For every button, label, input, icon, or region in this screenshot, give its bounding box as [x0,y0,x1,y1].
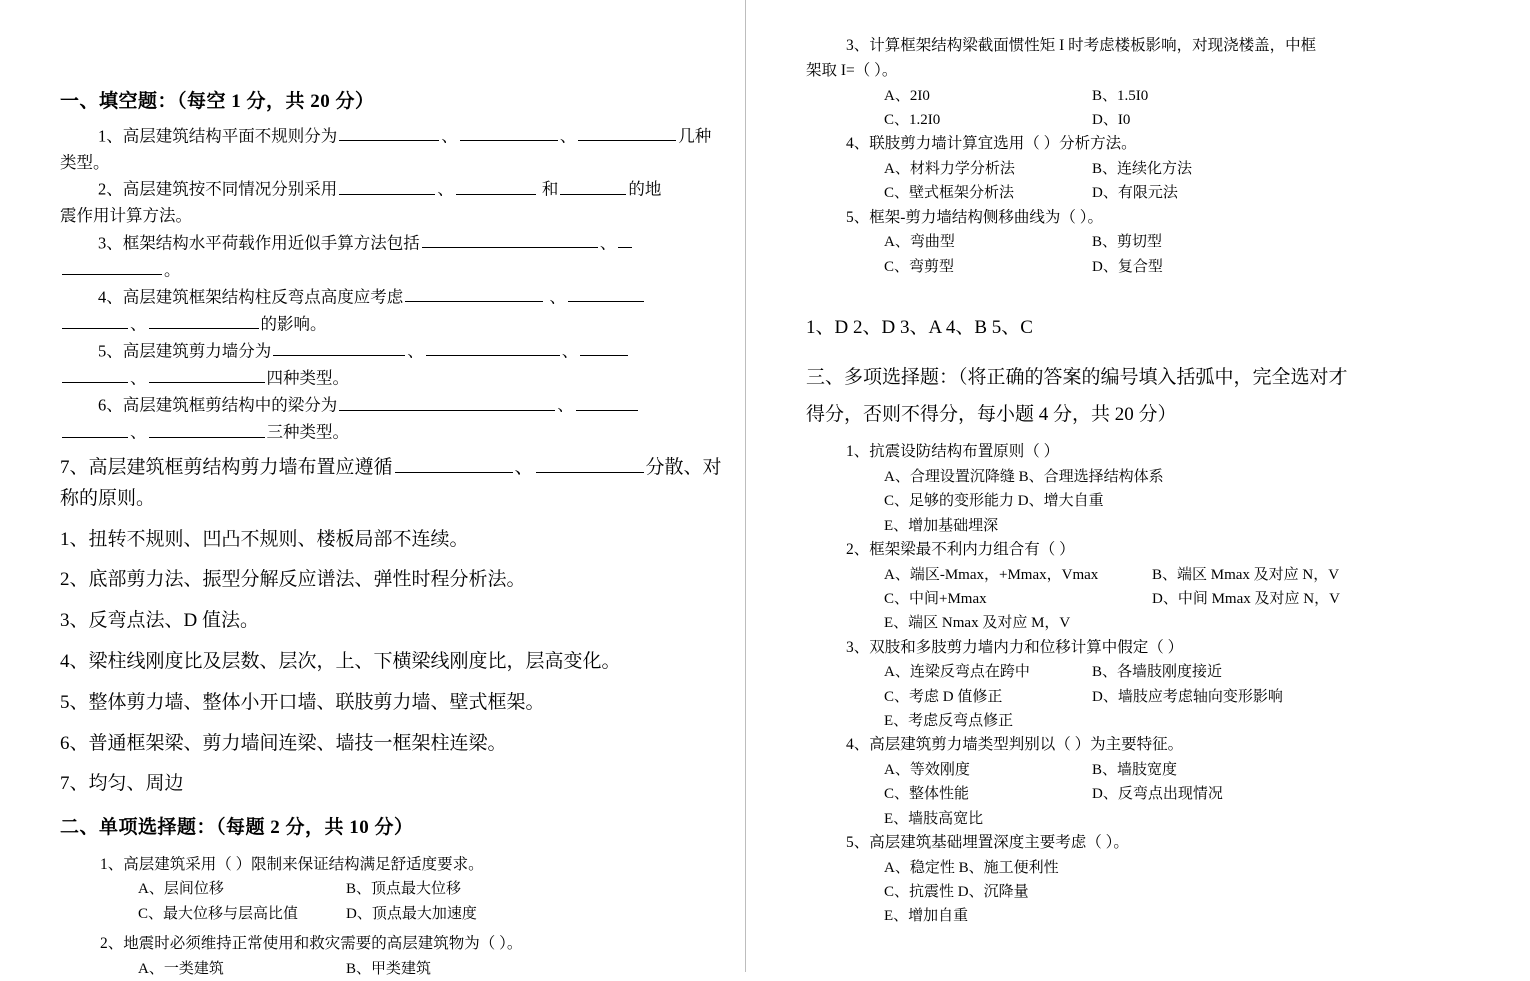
fill-item-3-text: 3、框架结构水平荷载作用近似手算方法包括 [98,233,420,253]
option-c[interactable]: C、中间+Mmax [884,590,987,607]
option-a[interactable]: A、2I0 [884,87,930,104]
section2-q1-options-row-1 [60,877,723,901]
blank-input[interactable] [460,123,558,141]
blank-input[interactable] [62,365,128,383]
fill-item-2-post: 的地 [628,179,662,199]
option-a[interactable]: A、层间位移 [138,881,224,898]
option-c[interactable]: C、弯剪型 [884,258,955,275]
option-a[interactable]: A、等效刚度 [884,762,970,778]
blank-input[interactable] [618,230,632,248]
blank-input[interactable] [405,284,543,302]
option-a[interactable]: A、弯曲型 [884,234,955,251]
section3-question-1: 1、抗震设防结构布置原则（ ） [846,443,1060,461]
section-3-heading-line1: 三、多项选择题：（将正确的答案的编号填入括弧中，完全选对才 [806,367,1348,389]
fill-item-5-line2: 、 四种类型。 [60,365,723,392]
blank-input[interactable] [568,284,644,302]
section3-q3-options-row-2 [806,685,1500,709]
option-e[interactable]: E、考虑反弯点修正 [884,712,1014,729]
fill-item-7-line2: 称的原则。 [60,487,156,509]
section3-question-5: 5、高层建筑基础埋置深度主要考虑（ ）。 [846,833,1129,851]
section2-q2-options-row-1 [60,957,723,981]
option-b[interactable]: B、1.5I0 [1092,87,1149,104]
section2-question-2: 2、地震时必须维持正常使用和救灾需要的高层建筑物为（ ）。 [100,934,523,952]
answer-line-7: 7、均匀、周边 [60,773,184,795]
option-c[interactable]: C、整体性能 [884,786,970,803]
blank-input[interactable] [576,392,638,410]
fill-item-4-line1: 4、高层建筑框架结构柱反弯点高度应考虑 、 [60,284,723,311]
option-row[interactable]: E、增加自重 [884,908,969,925]
option-b[interactable]: B、剪切型 [1092,234,1163,251]
option-d[interactable]: D、顶点最大加速度 [346,905,477,922]
fill-item-5-line1: 5、高层建筑剪力墙分为 、 、 [60,338,723,365]
fill-item-3-line1: 3、框架结构水平荷载作用近似手算方法包括 、 [60,230,723,257]
option-c[interactable]: C、壁式框架分析法 [884,185,1015,202]
fill-item-6-line2: 、 三种类型。 [60,419,723,446]
blank-input[interactable] [560,176,626,194]
option-row[interactable]: C、抗震性 D、沉降量 [884,883,1029,900]
blank-input[interactable] [62,419,128,437]
fill-item-2-line1: 2、高层建筑按不同情况分别采用 、 和 的地 [60,176,723,203]
option-d[interactable]: D、墙肢应考虑轴向变形影响 [1092,688,1283,705]
fill-item-5-cont: 四种类型。 [266,368,349,388]
right-q4-options-row-1 [806,157,1500,181]
fill-item-3-line2 [60,257,723,284]
option-d[interactable]: D、中间 Mmax 及对应 N，V [1152,590,1340,607]
blank-input[interactable] [62,257,162,275]
fill-item-6-cont: 三种类型。 [266,422,349,442]
section-3-heading-line2: 得分，否则不得分，每小题 4 分，共 20 分） [806,403,1177,425]
blank-input[interactable] [149,419,265,437]
right-q5-options-row-1 [806,230,1500,254]
option-c[interactable]: C、1.2I0 [884,111,941,128]
section2-question-1: 1、高层建筑采用（ ）限制来保证结构满足舒适度要求。 [100,855,484,873]
right-question-5: 5、框架-剪力墙结构侧移曲线为（ ）。 [846,208,1104,226]
option-d[interactable]: D、I0 [1092,111,1131,128]
blank-input[interactable] [273,338,405,356]
option-b[interactable]: B、端区 Mmax 及对应 N，V [1152,566,1340,583]
fill-item-5-text: 5、高层建筑剪力墙分为 [98,341,272,361]
option-b[interactable]: B、各墙肢刚度接近 [1092,664,1223,681]
right-q5-options-row-2 [806,255,1500,279]
blank-input[interactable] [580,338,628,356]
option-c[interactable]: C、考虑 D 值修正 [884,688,1003,705]
option-b[interactable]: B、顶点最大位移 [346,881,462,898]
blank-input[interactable] [149,311,259,329]
right-q3-options-row-1 [806,84,1500,108]
option-a[interactable]: A、连梁反弯点在跨中 [884,664,1030,681]
option-c[interactable]: C、最大位移与层高比值 [138,905,299,922]
fill-item-6-line1: 6、高层建筑框剪结构中的梁分为 、 [60,392,723,419]
option-row[interactable]: A、合理设置沉降缝 B、合理选择结构体系 [884,468,1164,485]
option-row[interactable]: E、增加基础埋深 [884,517,999,534]
option-b[interactable]: B、甲类建筑 [346,960,432,977]
blank-input[interactable] [149,365,265,383]
right-question-3-line2: 架取 I=（ ）。 [806,61,898,79]
option-e[interactable]: E、端区 Nmax 及对应 M，V [884,615,1071,632]
fill-item-2-text: 2、高层建筑按不同情况分别采用 [98,179,338,199]
section-2-heading: 二、单项选择题：（每题 2 分，共 10 分） [60,817,414,839]
fill-item-4-text: 4、高层建筑框架结构柱反弯点高度应考虑 [98,287,404,307]
answer-line-3: 3、反弯点法、D 值法。 [60,610,259,632]
fill-item-3-cont: 。 [164,260,181,280]
option-d[interactable]: D、有限元法 [1092,185,1178,202]
fill-item-4-line2: 、 的影响。 [60,311,723,338]
section3-q2-options-row-1 [806,563,1500,587]
section3-q3-options-row-1 [806,660,1500,684]
right-question-3-line1: 3、计算框架结构梁截面惯性矩 I 时考虑楼板影响，对现浇楼盖，中框 [846,37,1317,54]
fill-item-4-cont: 的影响。 [260,314,327,334]
section3-question-4: 4、高层建筑剪力墙类型判别以（ ）为主要特征。 [846,736,1184,754]
option-row[interactable]: C、足够的变形能力 D、增大自重 [884,493,1104,510]
answer-line-2: 2、底部剪力法、振型分解反应谱法、弹性时程分析法。 [60,569,526,591]
fill-item-7-line1: 7、高层建筑框剪结构剪力墙布置应遵循 、 分散、对 [60,452,723,484]
answer-line-5: 5、整体剪力墙、整体小开口墙、联肢剪力墙、壁式框架。 [60,691,545,713]
fill-item-1-text: 1、高层建筑结构平面不规则分为 [98,125,338,145]
section3-question-3: 3、双肢和多肢剪力墙内力和位移计算中假定（ ） [846,638,1184,656]
right-question-4: 4、联肢剪力墙计算宜选用（ ）分析方法。 [846,135,1137,153]
blank-input[interactable] [426,338,560,356]
blank-input[interactable] [339,392,555,410]
right-page-column [746,0,1530,972]
right-q3-options-row-2 [806,108,1500,132]
answer-line-6: 6、普通框架梁、剪力墙间连梁、墙技一框架柱连梁。 [60,732,507,754]
section3-question-2: 2、框架梁最不利内力组合有（ ） [846,540,1075,558]
option-d[interactable]: D、反弯点出现情况 [1092,786,1223,803]
right-q4-options-row-2 [806,181,1500,205]
fill-item-7-text: 7、高层建筑框剪结构剪力墙布置应遵循 [60,457,393,479]
blank-input[interactable] [395,452,513,473]
blank-input[interactable] [578,123,676,141]
answer-line-4: 4、梁柱线刚度比及层数、层次，上、下横梁线刚度比，层高变化。 [60,651,621,673]
option-b[interactable]: B、墙肢宽度 [1092,762,1178,778]
fill-item-7-post: 分散、对 [645,457,722,479]
blank-input[interactable] [62,311,128,329]
option-b[interactable]: B、连续化方法 [1092,160,1193,177]
section2-q1-options-row-2 [60,902,723,926]
fill-item-6-text: 6、高层建筑框剪结构中的梁分为 [98,395,338,415]
fill-item-1-line2: 类型。 [60,152,110,172]
option-e[interactable]: E、墙肢高宽比 [884,810,984,827]
section3-q2-options-row-2 [806,587,1500,611]
fill-item-1-line1: 1、高层建筑结构平面不规则分为 、 、 几种 [60,123,723,150]
option-a[interactable]: A、端区-Mmax，+Mmax，Vmax [884,566,1099,583]
section3-q4-options-row-1 [806,758,1500,782]
blank-input[interactable] [456,176,536,194]
option-row[interactable]: A、稳定性 B、施工便利性 [884,859,1059,876]
blank-input[interactable] [536,452,644,473]
section2-answers-line: 1、D 2、D 3、A 4、B 5、C [806,316,1033,338]
fill-item-2-line2: 震作用计算方法。 [60,206,192,226]
blank-input[interactable] [422,230,598,248]
blank-input[interactable] [339,176,435,194]
option-d[interactable]: D、复合型 [1092,258,1163,275]
answer-line-1: 1、扭转不规则、凹凸不规则、楼板局部不连续。 [60,528,469,550]
blank-input[interactable] [339,123,439,141]
fill-item-1-post: 几种 [678,125,712,145]
section-1-heading: 一、填空题：（每空 1 分，共 20 分） [60,91,375,112]
option-a[interactable]: A、材料力学分析法 [884,160,1015,177]
option-a[interactable]: A、一类建筑 [138,960,224,977]
section3-q4-options-row-2 [806,782,1500,806]
left-page-column [0,0,745,977]
